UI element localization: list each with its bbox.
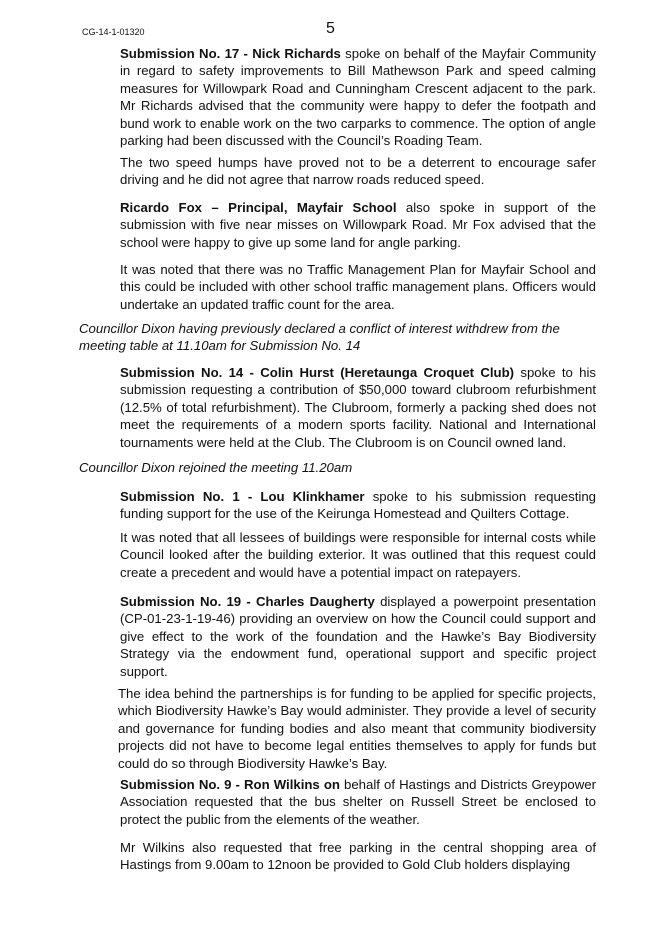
paragraph-text: Councillor Dixon having previously declared a conflict of interest withdrew from the meeting table at 11.10am for Submission No. 14 <box>79 321 560 354</box>
submission-heading: Submission No. 9 - Ron Wilkins on <box>120 777 340 792</box>
paragraph-submission-14 <box>120 364 596 451</box>
paragraph-text: Councillor Dixon rejoined the meeting 11.20am <box>79 460 353 475</box>
paragraph-text: The two speed humps have proved not to be a deterrent to encourage safer driving and he did not agree that narrow roads reduced speed. <box>120 155 596 188</box>
paragraph-ricardo-fox <box>120 199 596 251</box>
paragraph-text: displayed a powerpoint presentation (CP-01-23-1-19-46) providing an overview on how the Council could support and give effect to the work of the foundation and the Hawke’s Bay Biodiversity Strategy via the endowment fund, operational support and specific project support. <box>120 594 596 679</box>
paragraph-text: It was noted that there was no Traffic Management Plan for Mayfair School and this could be included with other school traffic management plans. Officers would undertake an updated traffic count for the area. <box>120 262 596 312</box>
submission-heading: Ricardo Fox – Principal, Mayfair School <box>120 200 397 215</box>
paragraph-text: It was noted that all lessees of buildings were responsible for internal costs while Council looked after the building exterior. It was outlined that this request could create a precedent and would have a potential impact on ratepayers. <box>120 530 596 580</box>
paragraph-text: spoke to his submission requesting funding support for the use of the Keirunga Homestead and Quilters Cottage. <box>120 489 596 522</box>
paragraph-submission-17 <box>120 45 596 149</box>
paragraph-text: behalf of Hastings and Districts Greypower Association requested that the bus shelter on Russell Street be enclosed to protect the public from the elements of the weather. <box>120 777 596 827</box>
document-reference: CG-14-1-01320 <box>82 27 145 37</box>
paragraph-text: also spoke in support of the submission with five near misses on Willowpark Road. Mr Fox advised that the school were happy to give up some land for angle parking. <box>120 200 596 250</box>
paragraph-text: The idea behind the partnerships is for funding to be applied for specific projects, which Biodiversity Hawke’s Bay would administer. They provide a level of security and governance for funding bodies and also meant that community biodiversity projects did not have to become legal entities themselves to apply for funds but could do so through Biodiversity Hawke’s Bay. <box>118 686 596 771</box>
paragraph-partnerships <box>118 685 596 772</box>
paragraph-submission-19 <box>120 593 596 680</box>
submission-heading: Submission No. 19 - Charles Daugherty <box>120 594 375 609</box>
submission-heading: Submission No. 17 - Nick Richards <box>120 46 341 61</box>
submission-heading: Submission No. 1 - Lou Klinkhamer <box>120 489 365 504</box>
minute-note-withdrew <box>79 320 596 355</box>
paragraph-text: spoke on behalf of the Mayfair Community in regard to safety improvements to Bill Mathewson Park and speed calming measures for Willowpark Road and Cunningham Crescent adjacent to the park. Mr Richards advised that the community were happy to defer the footpath and bund work to enable work on the two carparks to commence. The option of angle parking had been discussed with the Council’s Roading Team. <box>120 46 596 149</box>
paragraph-text: spoke to his submission requesting a contribution of $50,000 toward clubroom refurbishment (12.5% of total refurbishment). The Clubroom, formerly a packing shed does not meet the requirements of a modern sports facility. National and International tournaments were held at the Club. The Clubroom is on Council owned land. <box>120 365 596 450</box>
minute-note-rejoined <box>79 459 596 476</box>
paragraph-free-parking <box>120 839 596 874</box>
submission-heading: Submission No. 14 - Colin Hurst (Heretaunga Croquet Club) <box>120 365 515 380</box>
paragraph-speed-humps <box>120 154 596 189</box>
paragraph-lessees <box>120 529 596 581</box>
paragraph-submission-9 <box>120 776 596 828</box>
page-number: 5 <box>326 20 335 37</box>
paragraph-traffic-plan <box>120 261 596 313</box>
paragraph-text: Mr Wilkins also requested that free parking in the central shopping area of Hastings from 9.00am to 12noon be provided to Gold Club holders displaying <box>120 840 596 873</box>
paragraph-submission-1 <box>120 488 596 523</box>
